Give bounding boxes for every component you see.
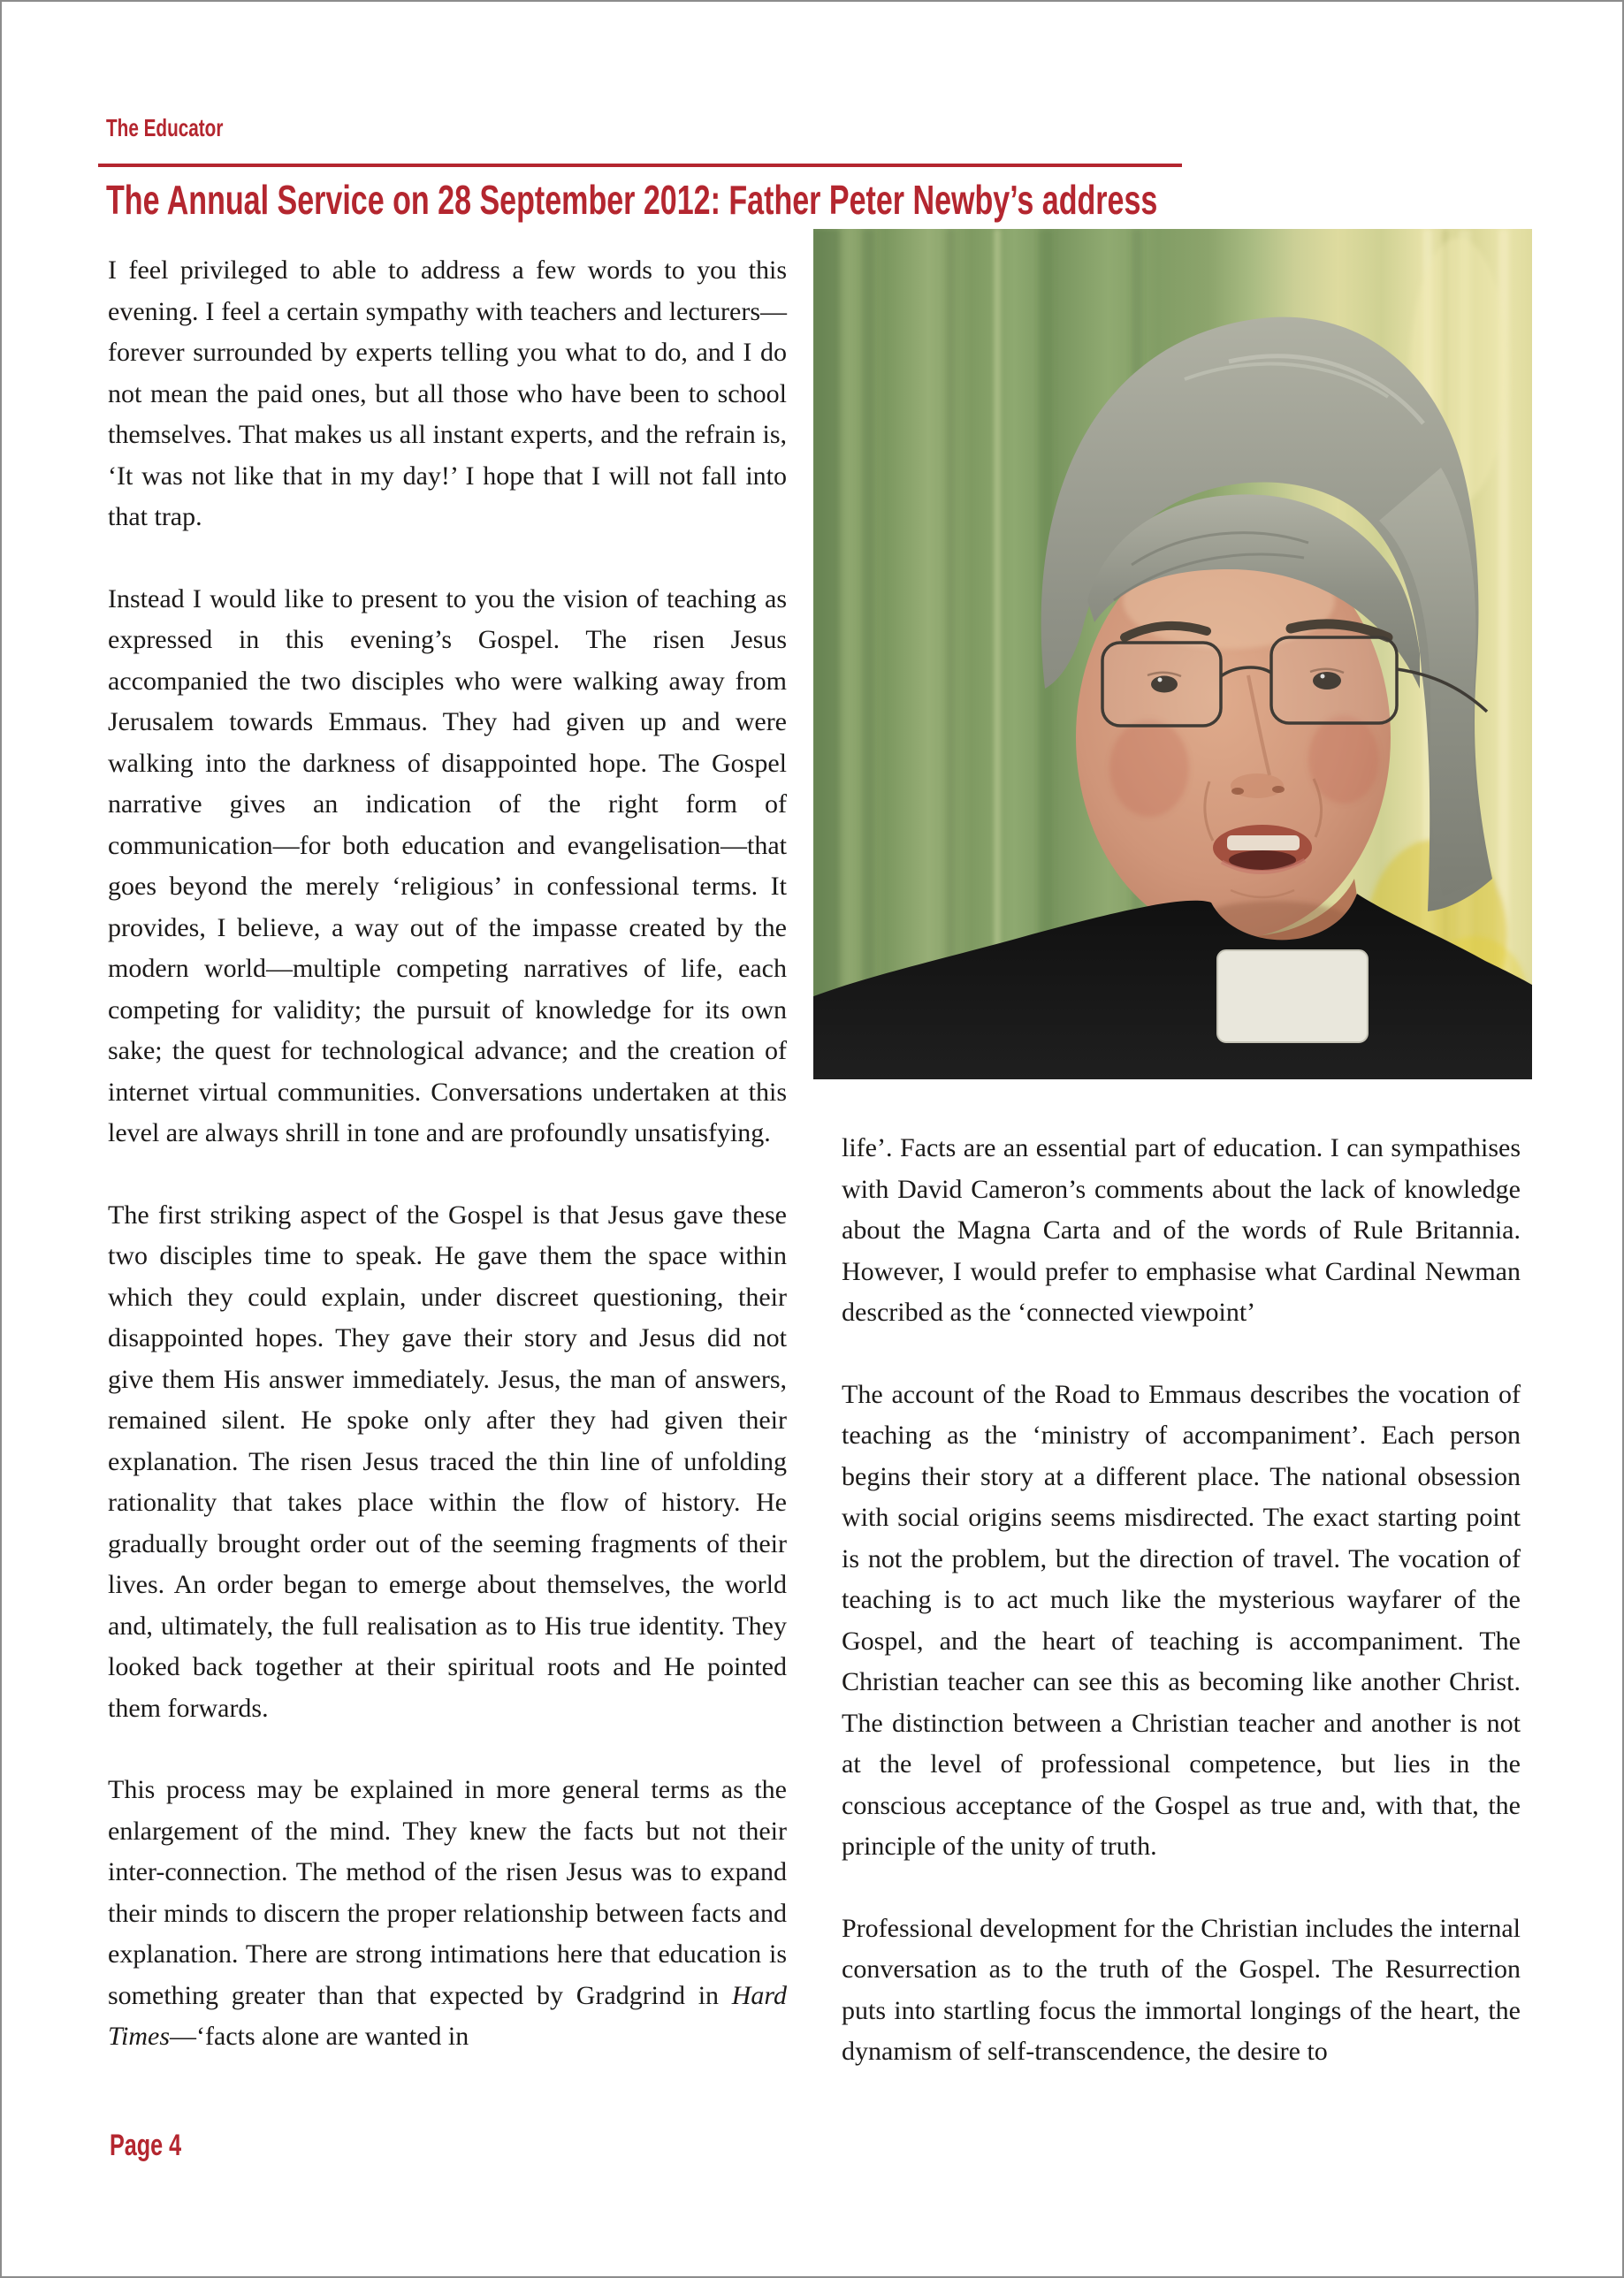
paragraph: Professional development for the Christian includes the internal conversation as to the truth of the Gospel. The Resurrection puts into startling focus the immortal longings of the heart, the dynamism of self-transcendence, the desire to (842, 1913, 1521, 2066)
paragraph: I feel privileged to able to address a few words to you this evening. I feel a certain sympathy with teachers and lecturers—forever surrounded by experts telling you what to do, and I do not mean the paid ones, but all those who have been to school themselves. That makes us all instant experts, and the refrain is, ‘It was not like that in my day!’ I hope that I will not fall into that trap. (108, 255, 787, 531)
right-column (842, 1128, 1521, 2114)
article-title: The Annual Service on 28 September 2012: Father Peter Newby’s address (106, 177, 1158, 223)
paragraph: life’. Facts are an essential part of education. I can sympathises with David Cameron’s comments about the lack of knowledge about the Magna Carta and of the words of Rule Britannia. However, I would prefer to emphasise what Cardinal Newman described as the ‘connected viewpoint’ (842, 1133, 1521, 1327)
book-title-italic: Hard Times (108, 1980, 787, 2051)
article-photo (813, 229, 1532, 1079)
publication-name: The Educator (106, 114, 224, 141)
portrait-photo (813, 229, 1532, 1079)
clerical-collar (1217, 950, 1368, 1042)
mouth (1213, 825, 1312, 872)
paragraph: Instead I would like to present to you the vision of teaching as expressed in this evening’s Gospel. The risen Jesus accompanied the two disciples who were walking away from Jerusalem towards Emmaus. They had given up and were walking into the darkness of disappointed hope. The Gospel narrative gives an indication of the right form of communication—for both education and evangelisation—that goes beyond the merely ‘religious’ in confessional terms. It provides, I believe, a way out of the impasse created by the modern world—multiple competing narratives of life, each competing for validity; the pursuit of knowledge for its own sake; the quest for technological advance; and the creation of internet virtual communities. Conversations undertaken at this level are always shrill in tone and are profoundly unsatisfying. (108, 583, 787, 1147)
paragraph-text: —‘facts alone are wanted in (170, 2022, 469, 2051)
paragraph-text: This process may be explained in more general terms as the enlargement of the mind. They knew the facts but not their inter-connection. The method of the risen Jesus was to expand their minds to discern the proper relationship between facts and explanation. There are strong intimations here that education is something greater than that expected by Gradgrind in (108, 1775, 787, 2010)
paragraph: The first striking aspect of the Gospel is that Jesus gave these two disciples time to speak. He gave them the space within which they could explain, under discreet questioning, their disappointed hopes. They gave their story and Jesus did not give them His answer immediately. Jesus, the man of answers, remained silent. He spoke only after they had given their explanation. The risen Jesus traced the thin line of unfolding rationality that takes place within the flow of history. He gradually brought order out of the seeming fragments of their lives. An order began to emerge about themselves, the world and, ultimately, the full realisation as to His true identity. They looked back together at their spiritual roots and He pointed them forwards. (108, 1200, 787, 1723)
paragraph: The account of the Road to Emmaus describes the vocation of teaching as the ‘ministry of accompaniment’. Each person begins their story at a different place. The national obsession with social origins seems misdirected. The exact starting point is not the problem, but the direction of travel. The vocation of teaching is to act much like the mysterious wayfarer of the Gospel, and the heart of teaching is accompaniment. The Christian teacher can see this as becoming like another Christ. The distinction between a Christian teacher and another is not at the level of professional competence, but lies in the conscious acceptance of the Gospel as true and, with that, the principle of the unity of truth. (842, 1379, 1521, 1861)
left-column (108, 250, 787, 2099)
page-number: Page 4 (110, 2129, 182, 2162)
paragraph (108, 1770, 787, 2058)
header-rule (98, 164, 1182, 167)
